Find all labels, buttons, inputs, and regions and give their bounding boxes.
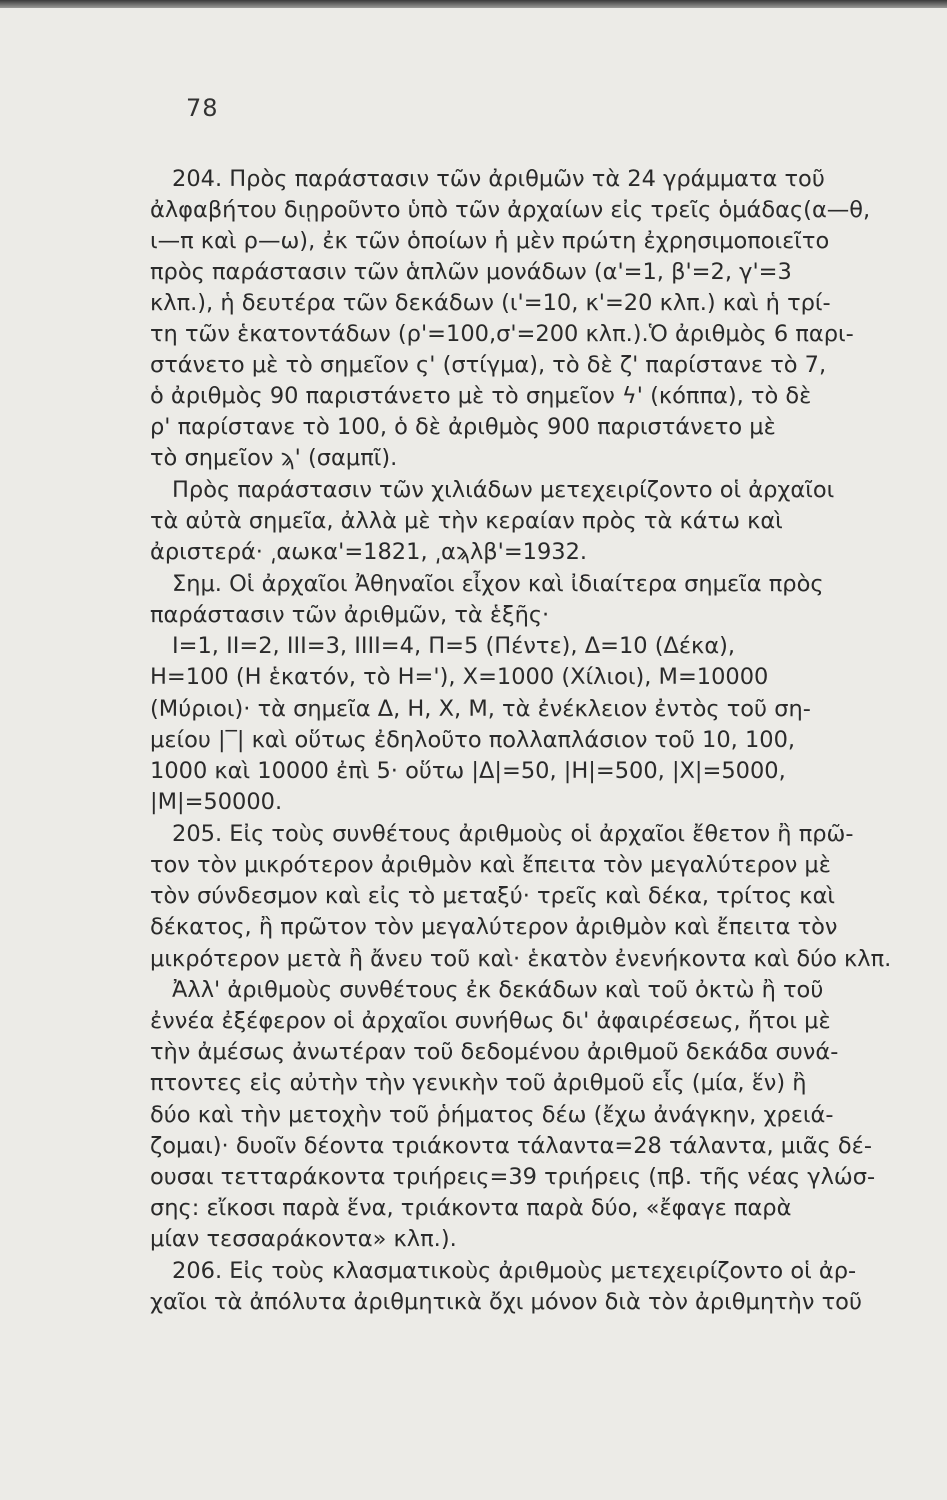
- text-line: παράστασιν τῶν ἀριθμῶν, τὰ ἑξῆς·: [150, 602, 550, 628]
- text-line: ι—π καὶ ρ—ω), ἐκ τῶν ὁποίων ἡ μὲν πρώτη ἐχρησιμοποιεῖτο: [150, 228, 830, 254]
- text-line: πτοντες εἰς αὐτὴν τὴν γενικὴν τοῦ ἀριθμοῦ εἷς (μία, ἕν) ἢ: [150, 1070, 807, 1096]
- text-line: χαῖοι τὰ ἀπόλυτα ἀριθμητικὰ ὄχι μόνον διὰ τὸν ἀριθμητὴν τοῦ: [150, 1289, 862, 1315]
- text-line: δύο καὶ τὴν μετοχὴν τοῦ ῥήματος δέω (ἔχω ἀνάγκην, χρειά-: [150, 1102, 834, 1128]
- text-line: (Μύριοι)· τὰ σημεῖα Δ, Η, Χ, Μ, τὰ ἐνέκλειον ἐντὸς τοῦ ση-: [150, 696, 811, 722]
- text-line: μείου |‾| καὶ οὕτως ἐδηλοῦτο πολλαπλάσιον τοῦ 10, 100,: [150, 727, 796, 753]
- text-line: πρὸς παράστασιν τῶν ἁπλῶν μονάδων (α'=1, β'=2, γ'=3: [150, 259, 792, 285]
- text-line: μίαν τεσσαράκοντα» κλπ.).: [150, 1226, 457, 1252]
- text-line: σης: εἴκοσι παρὰ ἕνα, τριάκοντα παρὰ δύο, «ἔφαγε παρὰ: [150, 1195, 792, 1221]
- text-line: Πρὸς παράστασιν τῶν χιλιάδων μετεχειρίζοντο οἱ ἀρχαῖοι: [172, 477, 835, 503]
- text-line: δέκατος, ἢ πρῶτον τὸν μεγαλύτερον ἀριθμὸν καὶ ἔπειτα τὸν: [150, 914, 838, 940]
- text-line: ὁ ἀριθμὸς 90 παριστάνετο μὲ τὸ σημεῖον ϟ' (κόππα), τὸ δὲ: [150, 383, 812, 409]
- text-line: |Μ|=50000.: [150, 789, 283, 815]
- text-line: τὰ αὐτὰ σημεῖα, ἀλλὰ μὲ τὴν κεραίαν πρὸς τὰ κάτω καὶ: [150, 508, 783, 534]
- text-line: μικρότερον μετὰ ἢ ἄνευ τοῦ καὶ· ἑκατὸν ἐνενήκοντα καὶ δύο κλπ.: [150, 946, 892, 972]
- text-line: κλπ.), ἡ δευτέρα τῶν δεκάδων (ι'=10, κ'=20 κλπ.) καὶ ἡ τρί-: [150, 290, 831, 316]
- page-number: 78: [186, 94, 219, 122]
- text-line: τὸν σύνδεσμον καὶ εἰς τὸ μεταξύ· τρεῖς καὶ δέκα, τρίτος καὶ: [150, 883, 836, 909]
- text-line: τὸ σημεῖον ϡ' (σαμπῖ).: [150, 445, 398, 471]
- scan-top-edge: [0, 0, 947, 8]
- text-line: ἀριστερά· ͵αωκα'=1821, ͵αϡλβ'=1932.: [150, 539, 588, 565]
- text-line: 205. Εἰς τοὺς συνθέτους ἀριθμοὺς οἱ ἀρχαῖοι ἔθετον ἢ πρῶ-: [172, 821, 854, 847]
- text-line: ζομαι)· δυοῖν δέοντα τριάκοντα τάλαντα=28 τάλαντα, μιᾶς δέ-: [150, 1133, 872, 1159]
- text-line: Ἀλλ' ἀριθμοὺς συνθέτους ἐκ δεκάδων καὶ τοῦ ὀκτὼ ἢ τοῦ: [172, 977, 824, 1003]
- text-line: I=1, II=2, III=3, IIII=4, Π=5 (Πέντε), Δ=10 (Δέκα),: [172, 633, 736, 659]
- text-line: ἀλφαβήτου διῃροῦντο ὑπὸ τῶν ἀρχαίων εἰς τρεῖς ὁμάδας(α—θ,: [150, 197, 871, 223]
- text-line: 1000 καὶ 10000 ἐπὶ 5· οὕτω |Δ|=50, |Η|=500, |Χ|=5000,: [150, 758, 786, 784]
- text-line: Η=100 (Η ἑκατόν, τὸ Η='), Χ=1000 (Χίλιοι), Μ=10000: [150, 664, 769, 690]
- text-line: ἐννέα ἐξέφερον οἱ ἀρχαῖοι συνήθως δι' ἀφαιρέσεως, ἤτοι μὲ: [150, 1008, 831, 1034]
- text-line: 206. Εἰς τοὺς κλασματικοὺς ἀριθμοὺς μετεχειρίζοντο οἱ ἀρ-: [172, 1258, 857, 1284]
- text-line: Σημ. Οἱ ἀρχαῖοι Ἀθηναῖοι εἶχον καὶ ἰδιαίτερα σημεῖα πρὸς: [172, 571, 824, 597]
- text-line: τη τῶν ἑκατοντάδων (ρ'=100,σ'=200 κλπ.).Ὁ ἀριθμὸς 6 παρι-: [150, 321, 854, 347]
- text-line: ουσαι τετταράκοντα τριήρεις=39 τριήρεις (πβ. τῆς νέας γλώσ-: [150, 1164, 876, 1190]
- text-line: ρ' παρίστανε τὸ 100, ὁ δὲ ἀριθμὸς 900 παριστάνετο μὲ: [150, 414, 776, 440]
- text-line: 204. Πρὸς παράστασιν τῶν ἀριθμῶν τὰ 24 γράμματα τοῦ: [172, 166, 825, 192]
- text-line: στάνετο μὲ τὸ σημεῖον ς' (στίγμα), τὸ δὲ ζ' παρίστανε τὸ 7,: [150, 352, 827, 378]
- text-line: τον τὸν μικρότερον ἀριθμὸν καὶ ἔπειτα τὸν μεγαλύτερον μὲ: [150, 852, 831, 878]
- text-line: τὴν ἀμέσως ἀνωτέραν τοῦ δεδομένου ἀριθμοῦ δεκάδα συνά-: [150, 1039, 839, 1065]
